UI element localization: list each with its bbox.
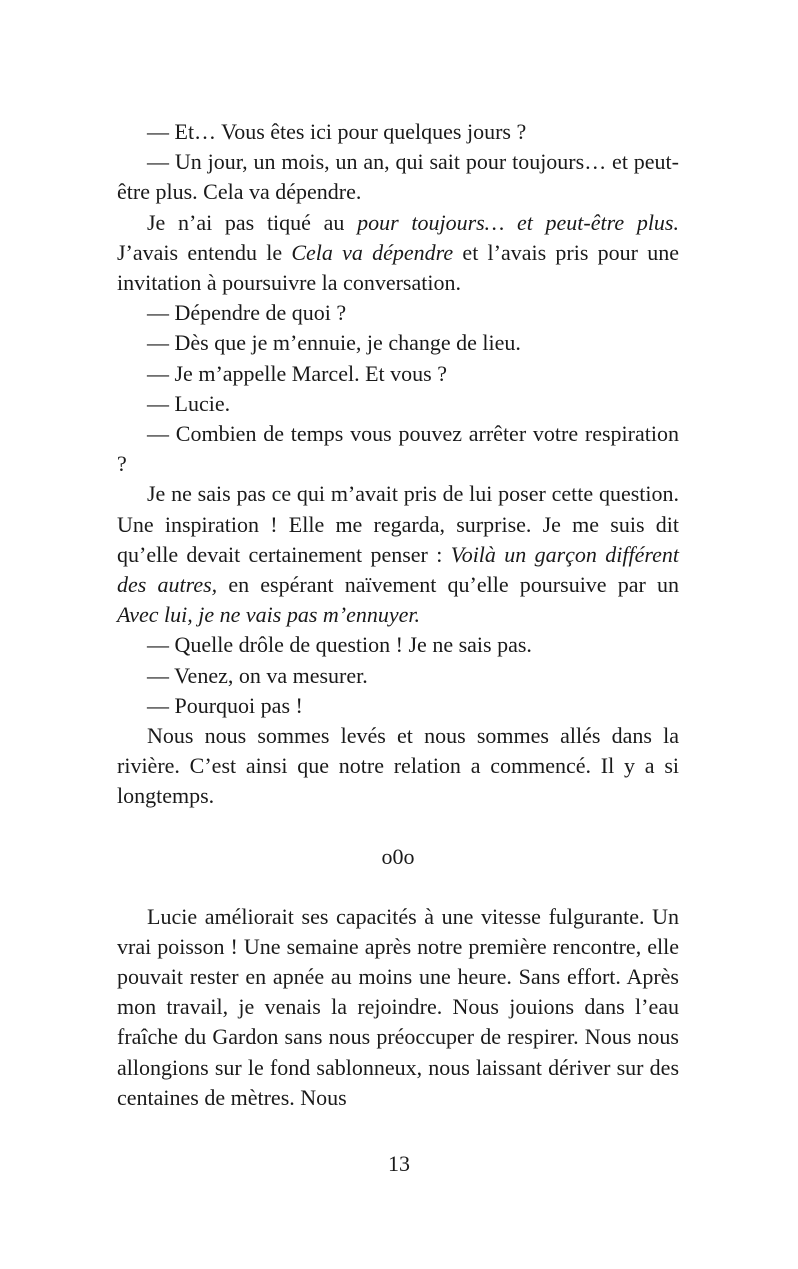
narration-paragraph-2 xyxy=(117,479,679,630)
dialogue-line-10: — Pourquoi pas ! xyxy=(147,692,303,718)
dialogue-line-1: — Et… Vous êtes ici pour quelques jours ? xyxy=(147,119,527,144)
dialogue-line-6: — Lucie. xyxy=(147,390,231,416)
narration-paragraph-4: Lucie améliorait ses capacités à une vitesse fulgurante. Un vrai poisson ! Une semaine après notre première rencontre, elle pouvait rester en apnée au moins une heure. Sans effort. Après mon travail, je venais la rejoindre. Nous jouions dans l’eau fraîche du Gardon sans nous préoccuper de respirer. Nous nous allongions sur le fond sablonneux, nous laissant dériver sur des centaines de mètres. Nous xyxy=(117,903,679,1110)
book-page xyxy=(117,117,679,1113)
narration-text: et l’avais pris pour une invitation à poursuivre la conversation. xyxy=(117,239,680,296)
dialogue-line-2: — Un jour, un mois, un an, qui sait pour toujours… et peut-être plus. Cela va dépendre. xyxy=(117,149,679,205)
page-number: 13 xyxy=(388,1151,410,1176)
dialogue-line-3: — Dépendre de quoi ? xyxy=(147,300,347,326)
italic-quote: Voilà un garçon différent des autres, xyxy=(117,541,679,598)
narration-paragraph-3: Nous nous sommes levés et nous sommes allés dans la rivière. C’est ainsi que notre relation a commencé. Il y a si longtemps. xyxy=(117,723,679,809)
dialogue-line-4: — Dès que je m’ennuie, je change de lieu. xyxy=(147,330,521,356)
dialogue-line-7: — Combien de temps vous pouvez arrêter votre respiration ? xyxy=(117,421,679,477)
narration-text: J’avais entendu le xyxy=(117,239,292,265)
section-1 xyxy=(117,117,679,812)
dialogue-line-5: — Je m’appelle Marcel. Et vous ? xyxy=(147,360,447,386)
italic-quote: Cela va dépendre xyxy=(291,239,454,265)
narration-text: en espérant naïvement qu’elle poursuive par un xyxy=(217,572,680,598)
italic-quote: Avec lui, je ne vais pas m’ennuyer. xyxy=(117,602,421,628)
narration-text: Je n’ai pas tiqué au xyxy=(147,209,358,235)
dialogue-line-9: — Venez, on va mesurer. xyxy=(147,662,368,688)
section-2 xyxy=(117,902,679,1113)
narration-paragraph-1 xyxy=(117,208,679,299)
dialogue-line-8: — Quelle drôle de question ! Je ne sais pas. xyxy=(147,632,532,658)
italic-quote: pour toujours… et peut-être plus. xyxy=(357,209,679,235)
section-separator: o0o xyxy=(381,843,415,869)
narration-text: Je ne sais pas ce qui m’avait pris de lui poser cette question. Une inspiration ! Elle me regarda, surprise. Je me suis dit qu’elle devait certainement penser : xyxy=(117,481,679,567)
